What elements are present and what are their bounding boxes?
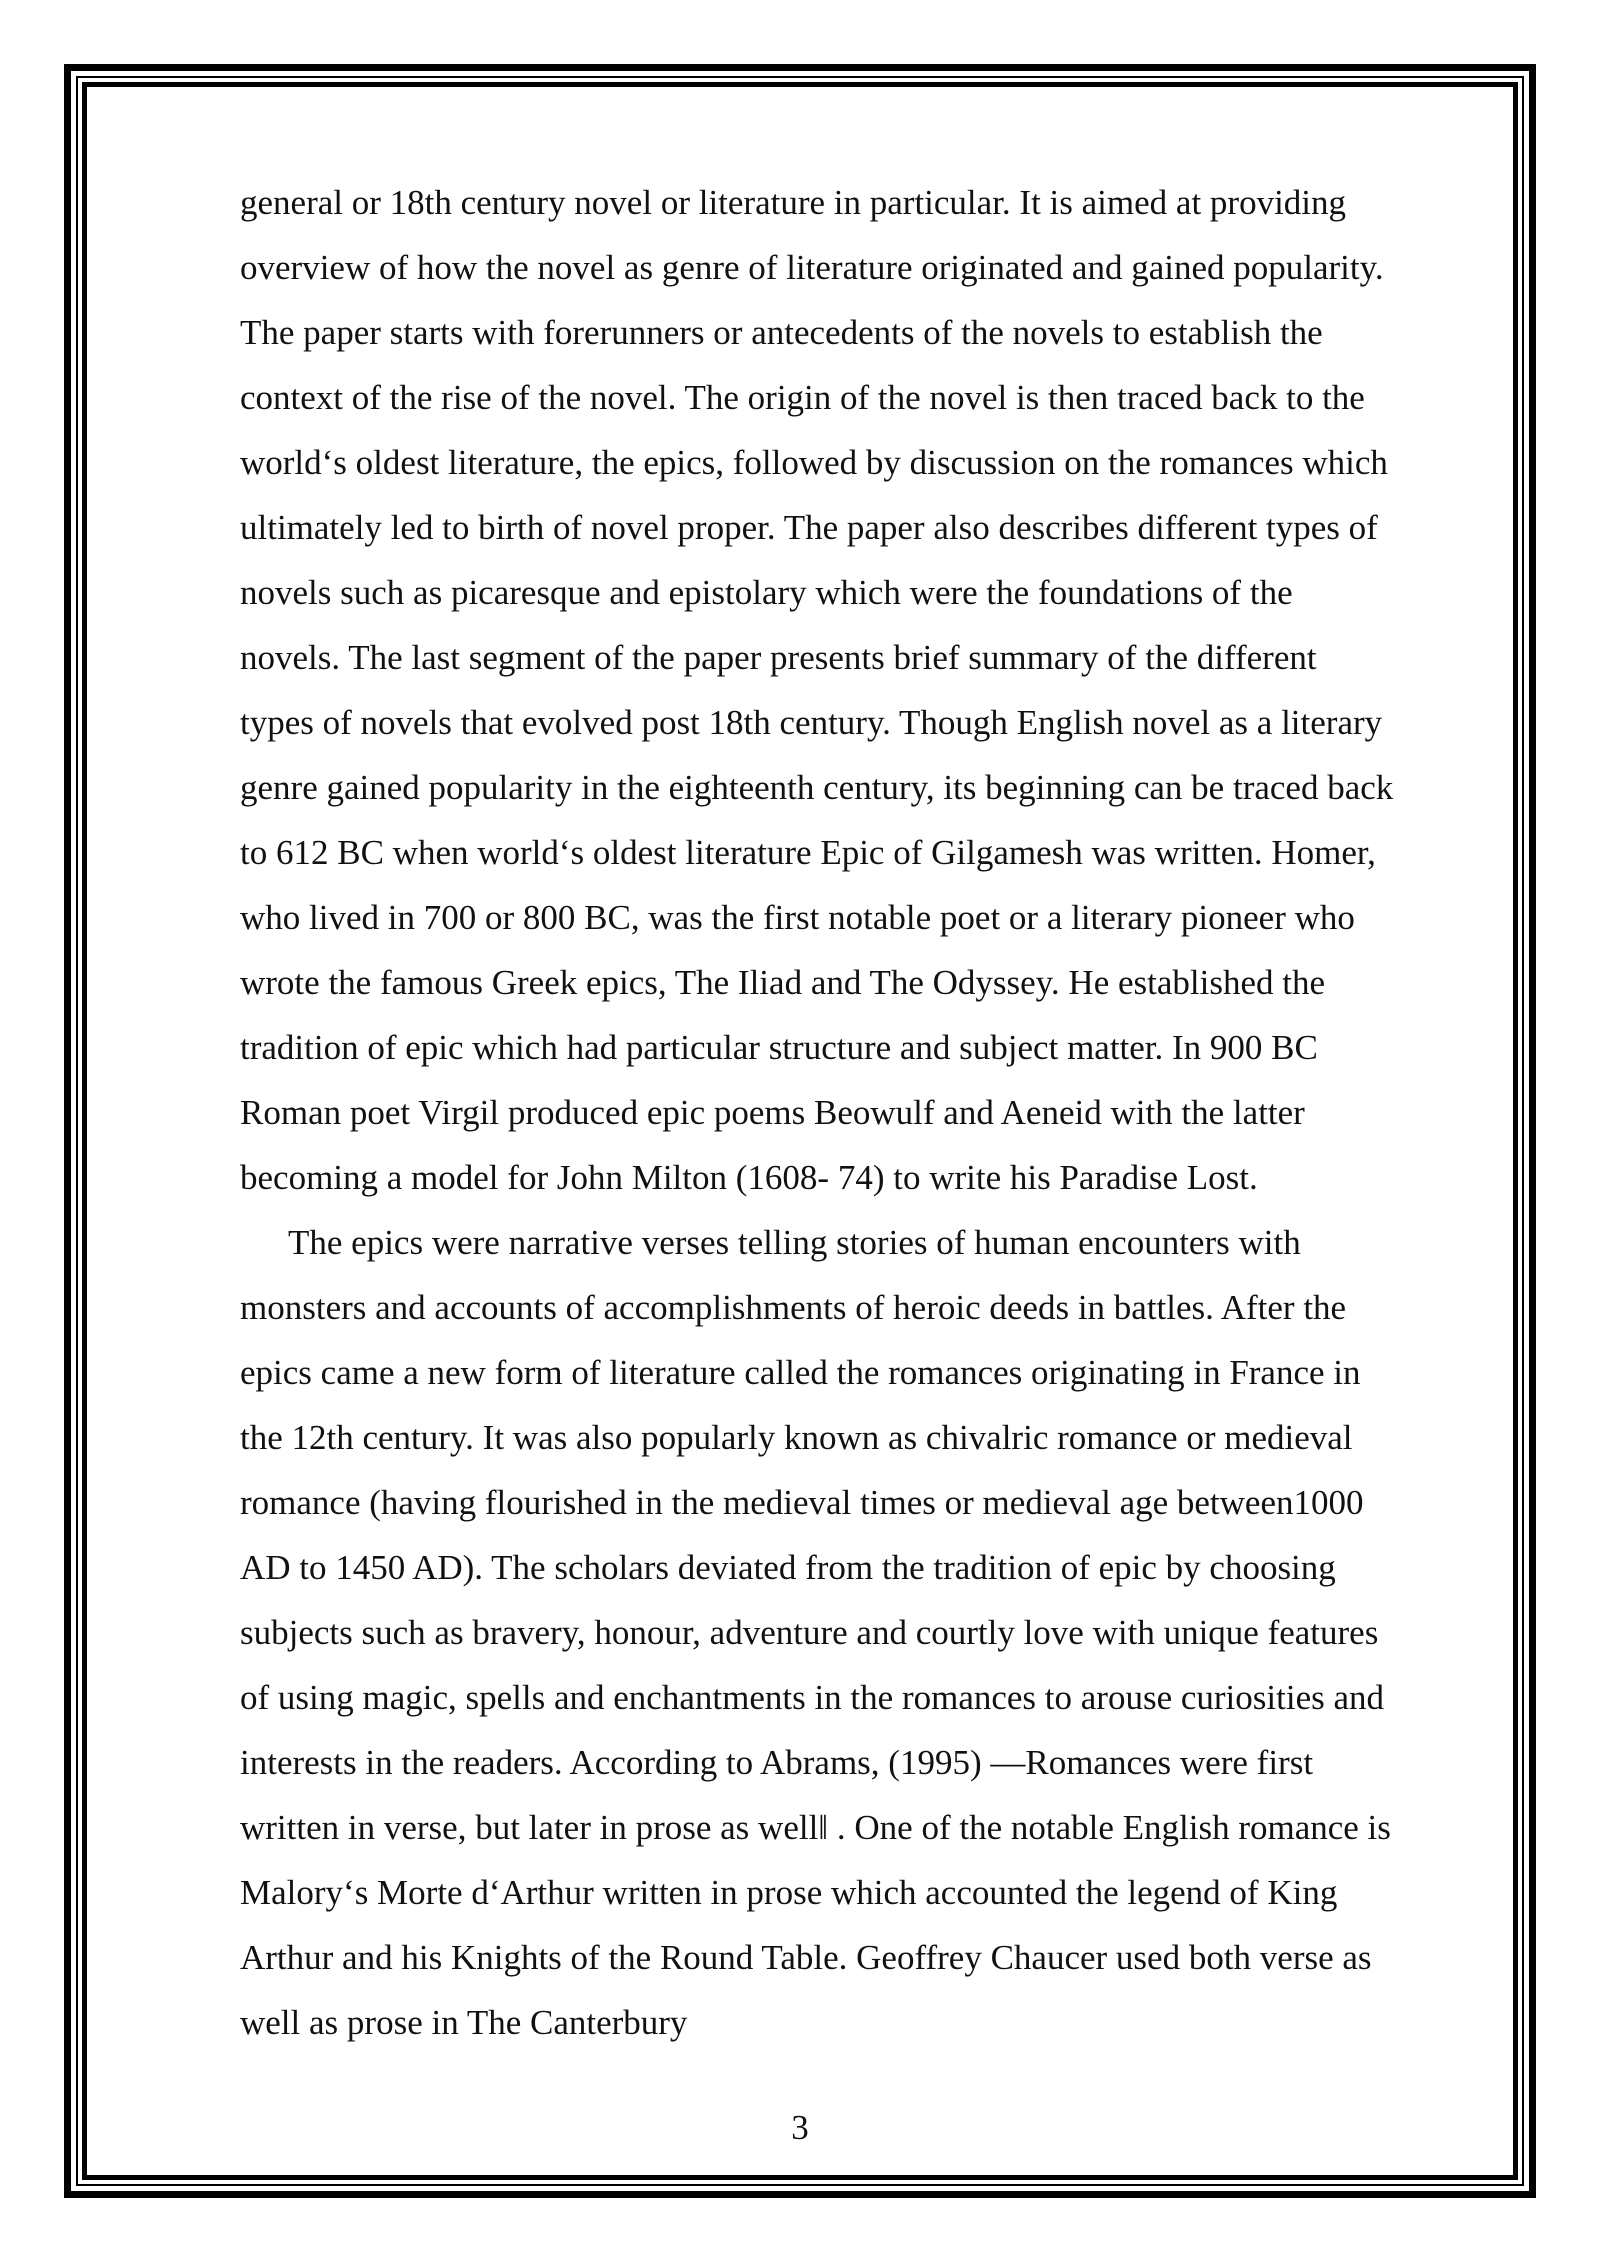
text-line: monsters and accounts of accomplishments of heroic deeds in battles. After the	[240, 1288, 1347, 1327]
text-line: Malory‘s Morte d‘Arthur written in prose which accounted the legend of King	[240, 1873, 1338, 1912]
text-line: who lived in 700 or 800 BC, was the first notable poet or a literary pioneer who	[240, 898, 1355, 937]
text-line: of using magic, spells and enchantments in the romances to arouse curiosities and	[240, 1678, 1385, 1717]
text-line: AD to 1450 AD). The scholars deviated from the tradition of epic by choosing	[240, 1548, 1336, 1587]
text-line: written in verse, but later in prose as well‖ . One of the notable English romance is	[240, 1808, 1391, 1847]
text-line: genre gained popularity in the eighteenth century, its beginning can be traced back	[240, 768, 1394, 807]
text-line: overview of how the novel as genre of literature originated and gained popularity.	[240, 248, 1384, 287]
page-number: 3	[791, 2108, 809, 2147]
text-line: to 612 BC when world‘s oldest literature Epic of Gilgamesh was written. Homer,	[240, 833, 1376, 872]
paragraph-1	[240, 170, 1500, 1210]
text-line: Arthur and his Knights of the Round Table. Geoffrey Chaucer used both verse as	[240, 1938, 1372, 1977]
text-line: The epics were narrative verses telling stories of human encounters with	[288, 1223, 1301, 1262]
text-line: well as prose in The Canterbury	[240, 2003, 688, 2042]
text-line: tradition of epic which had particular structure and subject matter. In 900 BC	[240, 1028, 1318, 1067]
text-line: epics came a new form of literature called the romances originating in France in	[240, 1353, 1361, 1392]
body-text	[240, 170, 1500, 2055]
text-line: The paper starts with forerunners or antecedents of the novels to establish the	[240, 313, 1323, 352]
text-line: wrote the famous Greek epics, The Iliad and The Odyssey. He established the	[240, 963, 1325, 1002]
text-line: subjects such as bravery, honour, adventure and courtly love with unique features	[240, 1613, 1379, 1652]
text-line: the 12th century. It was also popularly known as chivalric romance or medieval	[240, 1418, 1353, 1457]
paragraph-2	[240, 1210, 1500, 2055]
text-line: Roman poet Virgil produced epic poems Beowulf and Aeneid with the latter	[240, 1093, 1305, 1132]
text-line: becoming a model for John Milton (1608- 74) to write his Paradise Lost.	[240, 1158, 1258, 1197]
text-line: types of novels that evolved post 18th century. Though English novel as a literary	[240, 703, 1383, 742]
text-line: romance (having flourished in the medieval times or medieval age between1000	[240, 1483, 1364, 1522]
text-line: context of the rise of the novel. The origin of the novel is then traced back to the	[240, 378, 1365, 417]
text-line: interests in the readers. According to Abrams, (1995) ―Romances were first	[240, 1743, 1314, 1782]
text-line: novels. The last segment of the paper presents brief summary of the different	[240, 638, 1317, 677]
text-line: novels such as picaresque and epistolary which were the foundations of the	[240, 573, 1293, 612]
text-line: world‘s oldest literature, the epics, followed by discussion on the romances which	[240, 443, 1388, 482]
text-line: ultimately led to birth of novel proper. The paper also describes different types of	[240, 508, 1378, 547]
text-line: general or 18th century novel or literature in particular. It is aimed at providing	[240, 183, 1347, 222]
